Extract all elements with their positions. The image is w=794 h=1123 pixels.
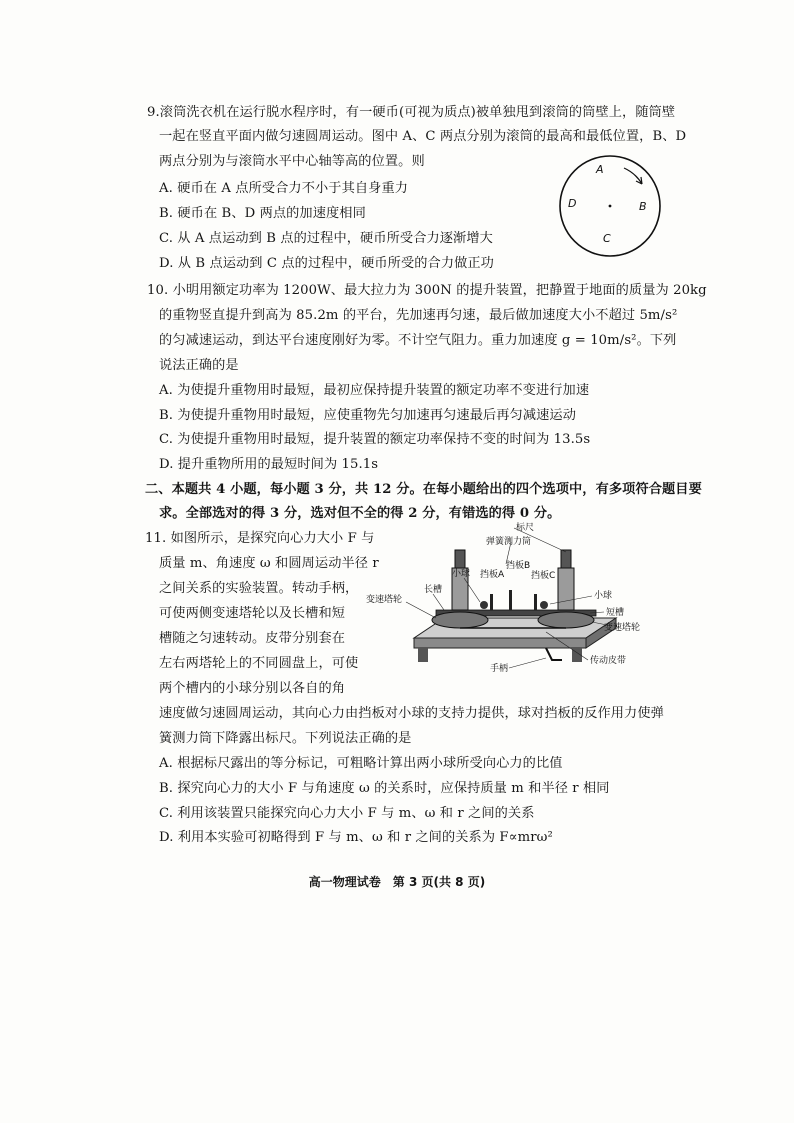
q11-stem-line-4: 可使两侧变速塔轮以及长槽和短 (159, 606, 346, 621)
q10-option-a: A. 为使提升重物用时最短，最初应保持提升装置的额定功率不变进行加速 (159, 383, 590, 398)
label-spring-tube: 弹簧测力筒 (486, 537, 532, 547)
q9-stem-line-1: 9.滚筒洗衣机在运行脱水程序时，有一硬币(可视为质点)被单独甩到滚筒的筒壁上，随筒壁 (147, 105, 676, 120)
ball-left (480, 601, 488, 609)
label-long-slot: 长槽 (424, 585, 443, 595)
q10-stem-line-4: 说法正确的是 (159, 358, 239, 373)
q11-stem-line-8: 速度做匀速圆周运动，其向心力由挡板对小球的支持力提供，球对挡板的反作用力使弹 (159, 706, 664, 721)
q10-option-d: D. 提升重物所用的最短时间为 15.1s (159, 457, 379, 472)
q10-option-c: C. 为使提升重物用时最短，提升装置的额定功率保持不变的时间为 13.5s (159, 432, 591, 447)
q9-option-a: A. 硬币在 A 点所受合力不小于其自身重力 (159, 181, 409, 196)
plate-c (534, 594, 537, 610)
q9-stem-line-3: 两点分别为与滚筒水平中心轴等高的位置。则 (159, 154, 425, 169)
q11-stem-line-1: 11. 如图所示，是探究向心力大小 F 与 (145, 531, 375, 546)
q11-stem-line-6: 左右两塔轮上的不同圆盘上，可使 (159, 656, 359, 671)
label-ruler: 标尺 (516, 523, 535, 533)
ruler-right (561, 550, 571, 568)
q10-stem-line-2: 的重物竖直提升到高为 85.2m 的平台，先加速再匀速，最后做加速度大小不超过 5m/s² (159, 308, 678, 323)
centripetal-apparatus-figure (366, 520, 666, 680)
label-short-slot: 短槽 (606, 608, 625, 618)
drum-center-dot (609, 205, 612, 208)
q11-option-d: D. 利用本实验可初略得到 F 与 m、ω 和 r 之间的关系为 F∝mrω² (159, 830, 553, 845)
q11-stem-line-5: 槽随之匀速转动。皮带分别套在 (159, 631, 346, 646)
q9-option-c: C. 从 A 点运动到 B 点的过程中，硬币所受合力逐渐增大 (159, 231, 493, 246)
q11-stem-line-9: 簧测力筒下降露出标尺。下列说法正确的是 (159, 731, 412, 746)
rotation-arrow (624, 168, 642, 184)
apparatus-leg-left (418, 648, 428, 662)
label-handle: 手柄 (490, 664, 509, 674)
q9-option-d: D. 从 B 点运动到 C 点的过程中，硬币所受的合力做正功 (159, 256, 494, 271)
section2-heading-line-1: 二、本题共 4 小题，每小题 3 分，共 12 分。在每小题给出的四个选项中，有多项符合题目要 (145, 482, 702, 497)
q10-stem-line-3: 的匀减速运动，到达平台速度刚好为零。不计空气阻力。重力加速度 g = 10m/s²。下列 (159, 333, 677, 348)
q11-stem-line-3: 之间关系的实验装置。转动手柄， (159, 581, 359, 596)
q9-option-b: B. 硬币在 B、D 两点的加速度相同 (159, 206, 366, 221)
label-ball-left: 小球 (452, 569, 471, 579)
q11-option-a: A. 根据标尺露出的等分标记，可粗略计算出两小球所受向心力的比值 (159, 756, 563, 771)
label-plate-c: 挡板C (531, 571, 556, 581)
q11-option-b: B. 探究向心力的大小 F 与角速度 ω 的关系时，应保持质量 m 和半径 r 相同 (159, 781, 610, 796)
label-wheel-left: 变速塔轮 (366, 595, 403, 605)
tower-wheel-left (432, 612, 488, 628)
tower-wheel-right (538, 612, 594, 628)
q10-option-b: B. 为使提升重物用时最短，应使重物先匀加速再匀速最后再匀减速运动 (159, 408, 576, 423)
page-footer: 高一物理试卷 第 3 页(共 8 页) (308, 875, 486, 889)
point-d-label: D (568, 197, 577, 210)
label-ball-right: 小球 (594, 591, 613, 601)
q10-stem-line-1: 10. 小明用额定功率为 1200W、最大拉力为 300N 的提升装置，把静置于地面的质量为 20kg (147, 283, 707, 298)
ruler-left (455, 550, 465, 568)
q11-stem-line-7: 两个槽内的小球分别以各自的角 (159, 681, 346, 696)
point-c-label: C (603, 232, 611, 245)
point-a-label: A (596, 163, 604, 176)
label-plate-a: 挡板A (480, 570, 505, 580)
spring-tube-right (558, 568, 574, 610)
plate-a (490, 594, 493, 610)
point-b-label: B (639, 200, 647, 213)
plate-b (509, 590, 512, 610)
q9-stem-line-2: 一起在竖直平面内做匀速圆周运动。图中 A、C 两点分别为滚筒的最高和最低位置，B、D (159, 129, 687, 144)
section2-heading-line-2: 求。全部选对的得 3 分，选对但不全的得 2 分，有错选的得 0 分。 (159, 506, 561, 521)
ball-right (540, 601, 548, 609)
apparatus-base-front (414, 638, 586, 648)
crank-handle (546, 648, 562, 660)
drum-circle-diagram (556, 152, 664, 260)
label-belt: 传动皮带 (590, 656, 627, 666)
q11-stem-line-2: 质量 m、角速度 ω 和圆周运动半径 r (159, 556, 379, 571)
label-wheel-right: 变速塔轮 (604, 623, 641, 633)
q11-option-c: C. 利用该装置只能探究向心力大小 F 与 m、ω 和 r 之间的关系 (159, 806, 535, 821)
label-plate-b: 挡板B (506, 561, 531, 571)
